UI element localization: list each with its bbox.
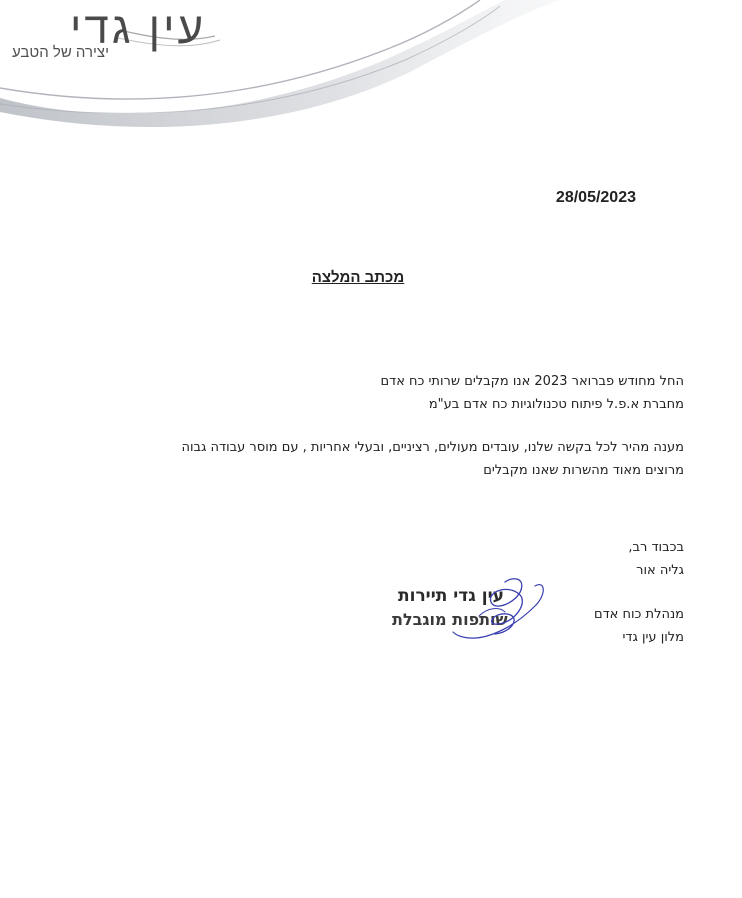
body-line: מרוצים מאוד מהשרות שאנו מקבלים xyxy=(483,463,684,478)
letter-title: מכתב המלצה xyxy=(311,269,405,286)
logo-tagline: יצירה של הטבע xyxy=(12,44,109,61)
stamp-text-line1: עין גדי תיירות xyxy=(398,586,504,606)
letter-date: 28/05/2023 xyxy=(555,189,636,206)
stamp-text-line2: שותפות מוגבלת xyxy=(392,610,508,629)
signer-organization: מלון עין גדי xyxy=(622,630,684,645)
closing-greeting: בכבוד רב, xyxy=(628,540,684,555)
signer-name: גליה אור xyxy=(636,563,684,578)
logo-wordmark: עין גדי xyxy=(70,4,207,53)
body-line: החל מחודש פברואר 2023 אנו מקבלים שרותי כח אדם xyxy=(380,374,684,389)
handwritten-signature xyxy=(395,572,555,647)
body-line: מענה מהיר לכל בקשה שלנו, עובדים מעולים, רציניים, ובעלי אחריות , עם מוסר עבודה גבוה xyxy=(181,440,684,455)
signer-role: מנהלת כוח אדם xyxy=(593,607,684,622)
body-line: מחברת א.פ.ל פיתוח טכנולוגיות כח אדם בע"מ xyxy=(428,397,684,412)
